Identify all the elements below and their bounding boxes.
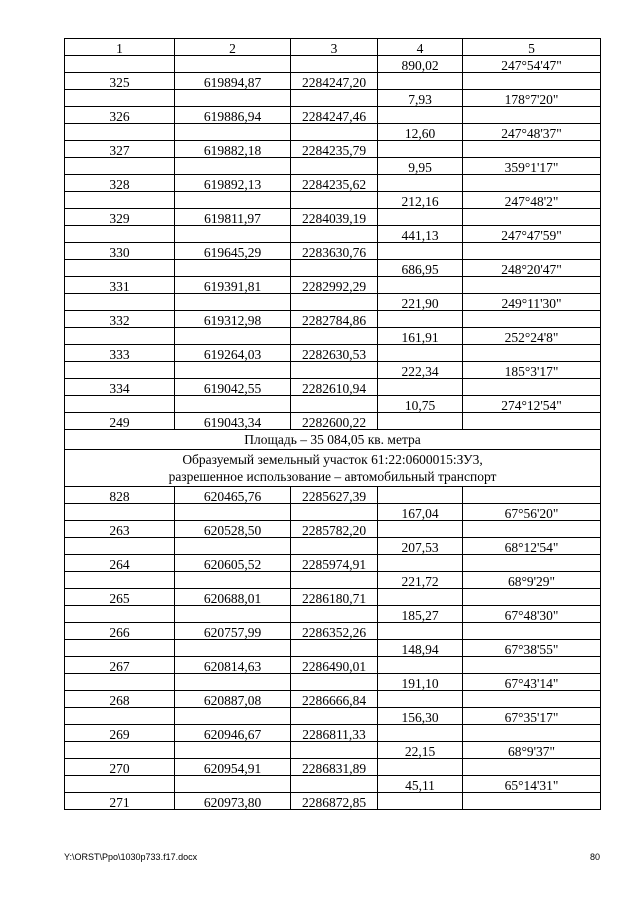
direction-angle: 247°48'37": [463, 124, 601, 141]
direction-angle: 67°38'55": [463, 640, 601, 657]
coordinate-x: 620946,67: [175, 725, 291, 742]
direction-angle: 68°9'29": [463, 572, 601, 589]
segment-row: [65, 504, 601, 521]
direction-angle: 247°54'47": [463, 56, 601, 73]
direction-angle: 67°56'20": [463, 504, 601, 521]
point-number: 325: [65, 73, 175, 90]
coordinate-y: 2286872,85: [291, 793, 378, 810]
empty-cell: [175, 396, 291, 413]
empty-cell: [175, 776, 291, 793]
empty-cell: [463, 311, 601, 328]
empty-cell: [463, 725, 601, 742]
empty-cell: [175, 124, 291, 141]
empty-cell: [65, 538, 175, 555]
coordinate-x: 619043,34: [175, 413, 291, 430]
empty-cell: [175, 226, 291, 243]
empty-cell: [378, 345, 463, 362]
segment-length: 221,72: [378, 572, 463, 589]
section-row: [65, 430, 601, 450]
coordinates-table: [64, 38, 601, 810]
empty-cell: [65, 640, 175, 657]
empty-cell: [291, 606, 378, 623]
empty-cell: [378, 793, 463, 810]
segment-length: 686,95: [378, 260, 463, 277]
empty-cell: [65, 606, 175, 623]
header-col-1: 1: [65, 39, 175, 56]
coordinate-y: 2282630,53: [291, 345, 378, 362]
coordinate-x: 619886,94: [175, 107, 291, 124]
segment-row: [65, 640, 601, 657]
empty-cell: [65, 226, 175, 243]
coordinate-x: 619645,29: [175, 243, 291, 260]
empty-cell: [175, 504, 291, 521]
segment-row: [65, 158, 601, 175]
point-number: 269: [65, 725, 175, 742]
empty-cell: [291, 504, 378, 521]
coordinate-y: 2285974,91: [291, 555, 378, 572]
empty-cell: [378, 209, 463, 226]
point-row: [65, 141, 601, 158]
coordinate-y: 2284039,19: [291, 209, 378, 226]
empty-cell: [65, 56, 175, 73]
segment-length: 9,95: [378, 158, 463, 175]
point-row: [65, 243, 601, 260]
header-col-3: 3: [291, 39, 378, 56]
empty-cell: [463, 413, 601, 430]
empty-cell: [291, 226, 378, 243]
coordinate-x: 619894,87: [175, 73, 291, 90]
coordinate-x: 619882,18: [175, 141, 291, 158]
empty-cell: [463, 589, 601, 606]
direction-angle: 359°1'17": [463, 158, 601, 175]
empty-cell: [463, 487, 601, 504]
empty-cell: [291, 640, 378, 657]
segment-row: [65, 708, 601, 725]
empty-cell: [175, 538, 291, 555]
caption-line: Площадь – 35 084,05 кв. метра: [244, 432, 421, 447]
segment-length: 890,02: [378, 56, 463, 73]
empty-cell: [378, 175, 463, 192]
empty-cell: [463, 107, 601, 124]
page-number: 80: [589, 852, 600, 862]
coordinate-x: 620528,50: [175, 521, 291, 538]
point-number: 328: [65, 175, 175, 192]
point-number: 332: [65, 311, 175, 328]
direction-angle: 67°43'14": [463, 674, 601, 691]
coordinate-y: 2285782,20: [291, 521, 378, 538]
segment-length: 10,75: [378, 396, 463, 413]
coordinate-x: 619264,03: [175, 345, 291, 362]
segment-length: 221,90: [378, 294, 463, 311]
segment-length: 207,53: [378, 538, 463, 555]
point-row: [65, 487, 601, 504]
empty-cell: [463, 209, 601, 226]
empty-cell: [463, 141, 601, 158]
empty-cell: [291, 362, 378, 379]
coordinate-y: 2286831,89: [291, 759, 378, 776]
section-caption: [65, 450, 601, 487]
coordinate-x: 620814,63: [175, 657, 291, 674]
coordinate-y: 2282992,29: [291, 277, 378, 294]
segment-row: [65, 328, 601, 345]
empty-cell: [65, 742, 175, 759]
direction-angle: 185°3'17": [463, 362, 601, 379]
segment-row: [65, 362, 601, 379]
segment-length: 148,94: [378, 640, 463, 657]
point-number: 326: [65, 107, 175, 124]
empty-cell: [175, 192, 291, 209]
segment-row: [65, 260, 601, 277]
file-path: Y:\ORST\Ppo\1030p733.f17.docx: [64, 852, 198, 862]
empty-cell: [291, 538, 378, 555]
header-col-2: 2: [175, 39, 291, 56]
empty-cell: [291, 124, 378, 141]
coordinate-x: 620887,08: [175, 691, 291, 708]
coordinate-y: 2284247,20: [291, 73, 378, 90]
empty-cell: [463, 243, 601, 260]
empty-cell: [291, 260, 378, 277]
empty-cell: [65, 124, 175, 141]
segment-row: [65, 294, 601, 311]
segment-row: [65, 572, 601, 589]
empty-cell: [378, 725, 463, 742]
point-row: [65, 379, 601, 396]
coordinate-x: 620954,91: [175, 759, 291, 776]
point-row: [65, 725, 601, 742]
coordinate-x: 619391,81: [175, 277, 291, 294]
empty-cell: [378, 589, 463, 606]
coordinate-y: 2284235,62: [291, 175, 378, 192]
empty-cell: [378, 311, 463, 328]
empty-cell: [463, 691, 601, 708]
empty-cell: [175, 56, 291, 73]
coordinate-x: 620688,01: [175, 589, 291, 606]
coordinate-x: 619042,55: [175, 379, 291, 396]
coordinate-y: 2286811,33: [291, 725, 378, 742]
point-row: [65, 793, 601, 810]
empty-cell: [463, 623, 601, 640]
empty-cell: [463, 759, 601, 776]
direction-angle: 248°20'47": [463, 260, 601, 277]
empty-cell: [65, 396, 175, 413]
coordinate-x: 619312,98: [175, 311, 291, 328]
coordinate-x: 619811,97: [175, 209, 291, 226]
empty-cell: [291, 90, 378, 107]
direction-angle: 68°9'37": [463, 742, 601, 759]
point-number: 266: [65, 623, 175, 640]
empty-cell: [175, 742, 291, 759]
section-row: [65, 450, 601, 487]
empty-cell: [175, 708, 291, 725]
coordinate-y: 2286490,01: [291, 657, 378, 674]
point-number: 333: [65, 345, 175, 362]
coordinate-y: 2283630,76: [291, 243, 378, 260]
empty-cell: [65, 572, 175, 589]
empty-cell: [291, 294, 378, 311]
segment-length: 167,04: [378, 504, 463, 521]
direction-angle: 247°47'59": [463, 226, 601, 243]
empty-cell: [175, 260, 291, 277]
segment-length: 45,11: [378, 776, 463, 793]
empty-cell: [65, 674, 175, 691]
empty-cell: [378, 243, 463, 260]
coordinate-y: 2286666,84: [291, 691, 378, 708]
empty-cell: [291, 674, 378, 691]
segment-length: 222,34: [378, 362, 463, 379]
coordinate-y: 2284235,79: [291, 141, 378, 158]
empty-cell: [378, 555, 463, 572]
point-row: [65, 521, 601, 538]
point-number: 263: [65, 521, 175, 538]
empty-cell: [291, 776, 378, 793]
segment-length: 7,93: [378, 90, 463, 107]
empty-cell: [65, 294, 175, 311]
direction-angle: 67°48'30": [463, 606, 601, 623]
point-number: 270: [65, 759, 175, 776]
coordinate-x: 620465,76: [175, 487, 291, 504]
empty-cell: [463, 793, 601, 810]
empty-cell: [463, 657, 601, 674]
caption-line: Образуемый земельный участок 61:22:0600015:ЗУ3,: [182, 452, 483, 467]
point-row: [65, 73, 601, 90]
point-row: [65, 209, 601, 226]
point-row: [65, 311, 601, 328]
empty-cell: [463, 555, 601, 572]
coordinate-x: 620757,99: [175, 623, 291, 640]
point-number: 268: [65, 691, 175, 708]
point-number: 327: [65, 141, 175, 158]
empty-cell: [378, 657, 463, 674]
point-number: 267: [65, 657, 175, 674]
empty-cell: [65, 504, 175, 521]
empty-cell: [378, 141, 463, 158]
direction-angle: 252°24'8": [463, 328, 601, 345]
point-number: 249: [65, 413, 175, 430]
empty-cell: [378, 73, 463, 90]
segment-row: [65, 226, 601, 243]
segment-length: 441,13: [378, 226, 463, 243]
coordinate-x: 619892,13: [175, 175, 291, 192]
point-row: [65, 657, 601, 674]
direction-angle: 65°14'31": [463, 776, 601, 793]
empty-cell: [378, 623, 463, 640]
coordinate-y: 2282610,94: [291, 379, 378, 396]
empty-cell: [65, 776, 175, 793]
document-page: [64, 38, 600, 810]
direction-angle: 274°12'54": [463, 396, 601, 413]
empty-cell: [463, 277, 601, 294]
empty-cell: [175, 158, 291, 175]
segment-row: [65, 538, 601, 555]
segment-row: [65, 56, 601, 73]
point-row: [65, 555, 601, 572]
empty-cell: [378, 107, 463, 124]
coordinate-y: 2285627,39: [291, 487, 378, 504]
empty-cell: [463, 73, 601, 90]
table-header-row: [65, 39, 601, 56]
point-row: [65, 589, 601, 606]
point-row: [65, 623, 601, 640]
coordinate-y: 2282600,22: [291, 413, 378, 430]
empty-cell: [65, 158, 175, 175]
empty-cell: [65, 328, 175, 345]
empty-cell: [175, 572, 291, 589]
segment-row: [65, 124, 601, 141]
empty-cell: [175, 674, 291, 691]
segment-row: [65, 192, 601, 209]
point-number: 330: [65, 243, 175, 260]
segment-row: [65, 90, 601, 107]
empty-cell: [378, 691, 463, 708]
segment-row: [65, 742, 601, 759]
segment-length: 185,27: [378, 606, 463, 623]
empty-cell: [463, 379, 601, 396]
point-number: 828: [65, 487, 175, 504]
coordinate-y: 2286180,71: [291, 589, 378, 606]
empty-cell: [378, 759, 463, 776]
segment-length: 191,10: [378, 674, 463, 691]
empty-cell: [291, 328, 378, 345]
segment-length: 212,16: [378, 192, 463, 209]
point-number: 264: [65, 555, 175, 572]
direction-angle: 67°35'17": [463, 708, 601, 725]
empty-cell: [175, 294, 291, 311]
point-row: [65, 759, 601, 776]
point-row: [65, 277, 601, 294]
empty-cell: [175, 640, 291, 657]
empty-cell: [378, 413, 463, 430]
empty-cell: [378, 487, 463, 504]
empty-cell: [463, 521, 601, 538]
point-row: [65, 691, 601, 708]
empty-cell: [65, 260, 175, 277]
empty-cell: [65, 90, 175, 107]
empty-cell: [291, 742, 378, 759]
section-caption: [65, 430, 601, 450]
point-row: [65, 345, 601, 362]
empty-cell: [291, 572, 378, 589]
header-col-5: 5: [463, 39, 601, 56]
direction-angle: 249°11'30": [463, 294, 601, 311]
coordinate-x: 620973,80: [175, 793, 291, 810]
empty-cell: [175, 606, 291, 623]
segment-row: [65, 396, 601, 413]
point-number: 334: [65, 379, 175, 396]
empty-cell: [291, 56, 378, 73]
point-number: 265: [65, 589, 175, 606]
point-row: [65, 413, 601, 430]
direction-angle: 68°12'54": [463, 538, 601, 555]
segment-length: 161,91: [378, 328, 463, 345]
direction-angle: 178°7'20": [463, 90, 601, 107]
empty-cell: [378, 521, 463, 538]
empty-cell: [175, 362, 291, 379]
empty-cell: [65, 362, 175, 379]
segment-row: [65, 674, 601, 691]
point-row: [65, 107, 601, 124]
empty-cell: [378, 277, 463, 294]
header-col-4: 4: [378, 39, 463, 56]
segment-length: 12,60: [378, 124, 463, 141]
point-number: 329: [65, 209, 175, 226]
caption-line: разрешенное использование – автомобильный транспорт: [168, 469, 497, 484]
empty-cell: [463, 175, 601, 192]
coordinate-y: 2286352,26: [291, 623, 378, 640]
point-row: [65, 175, 601, 192]
empty-cell: [175, 328, 291, 345]
coordinate-y: 2284247,46: [291, 107, 378, 124]
empty-cell: [291, 192, 378, 209]
segment-row: [65, 606, 601, 623]
segment-length: 22,15: [378, 742, 463, 759]
empty-cell: [378, 379, 463, 396]
empty-cell: [463, 345, 601, 362]
coordinate-y: 2282784,86: [291, 311, 378, 328]
empty-cell: [65, 708, 175, 725]
empty-cell: [65, 192, 175, 209]
empty-cell: [175, 90, 291, 107]
empty-cell: [291, 708, 378, 725]
point-number: 271: [65, 793, 175, 810]
coordinate-x: 620605,52: [175, 555, 291, 572]
direction-angle: 247°48'2": [463, 192, 601, 209]
segment-row: [65, 776, 601, 793]
empty-cell: [291, 158, 378, 175]
point-number: 331: [65, 277, 175, 294]
empty-cell: [291, 396, 378, 413]
segment-length: 156,30: [378, 708, 463, 725]
